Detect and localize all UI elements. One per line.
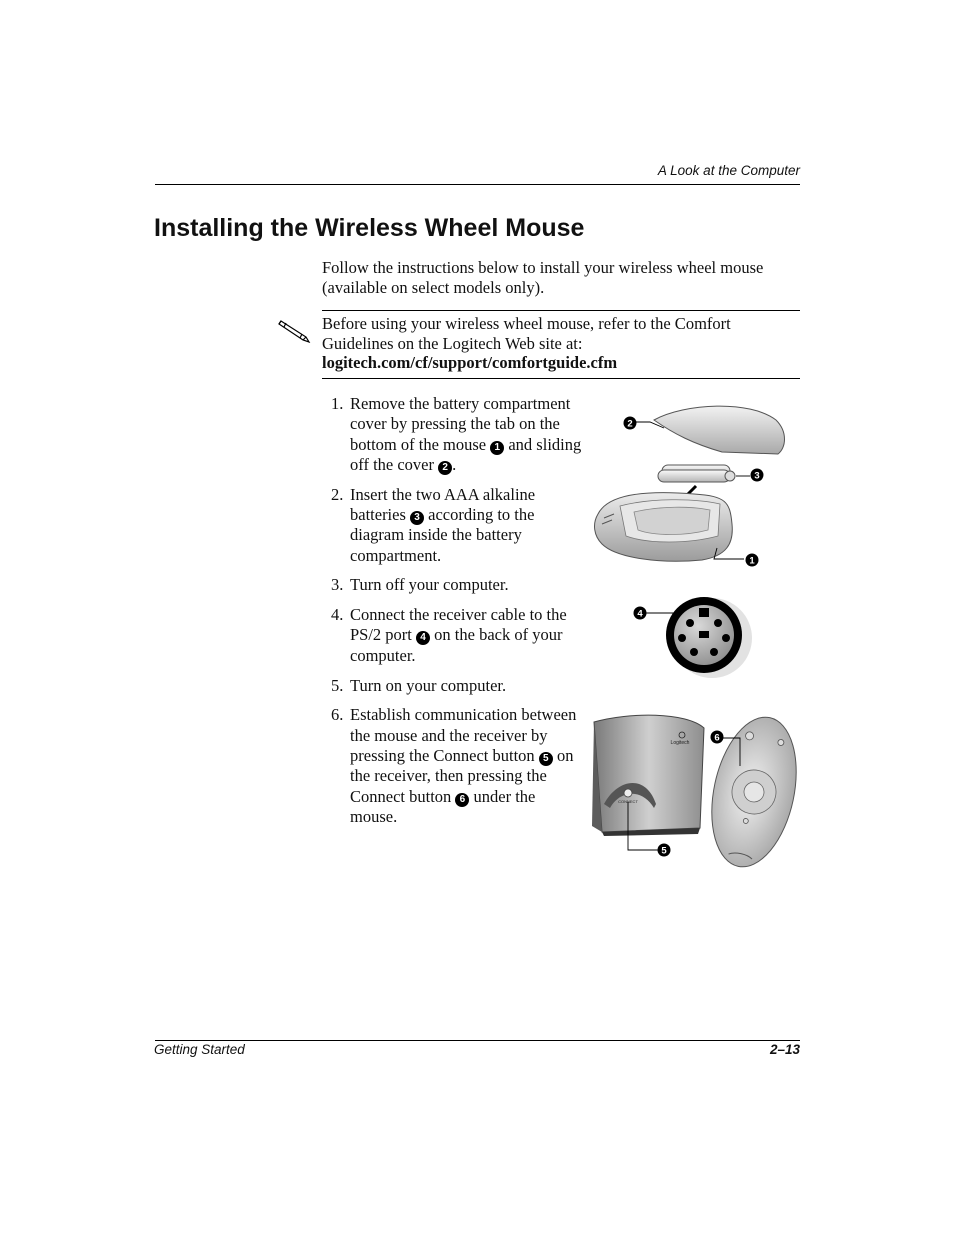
intro-paragraph: Follow the instructions below to install your wireless wheel mouse (available on select models only). (322, 258, 764, 297)
receiver-brand-text: Logitech (670, 740, 690, 746)
page-number: 2–13 (769, 1042, 800, 1057)
comfort-guide-link[interactable]: logitech.com/cf/support/comfortguide.cfm (322, 353, 618, 372)
illus-callout-3: 3 (754, 470, 760, 482)
note-text: Before using your wireless wheel mouse, refer to the Comfort Guidelines on the Logitech Web site at: (322, 314, 731, 353)
battery-b (658, 470, 730, 482)
step-3: Turn off your computer. (350, 575, 509, 595)
installation-steps (350, 394, 586, 837)
step-2: Insert the two AAA alkaline batteries 3 according to the diagram inside the battery compartment. (350, 484, 536, 565)
ps2-port-illustration (626, 588, 766, 682)
callout-3-icon: 3 (410, 511, 424, 525)
footer-doc-title: Getting Started (154, 1042, 245, 1057)
step-1: Remove the battery compartment cover by pressing the tab on the bottom of the mouse 1 and sliding off the cover 2 . (350, 394, 582, 474)
step-6: Establish communication between the mouse and the receiver by pressing the Connect button 5 on the receiver, then pressing the Connect button 6 under the mouse. (350, 705, 577, 826)
pencil-note-icon (278, 317, 312, 343)
illus-callout-2: 2 (627, 418, 633, 430)
illus-callout-6: 6 (714, 732, 720, 744)
illus-callout-4: 4 (637, 608, 643, 620)
battery-cover (654, 406, 785, 454)
callout-5-icon: 5 (539, 752, 553, 766)
callout-4-icon: 4 (416, 631, 430, 645)
illus-callout-5: 5 (661, 845, 667, 857)
footer-rule (155, 1040, 800, 1041)
page-title: Installing the Wireless Wheel Mouse (154, 214, 585, 242)
note-top-rule (322, 310, 800, 311)
header-rule (155, 184, 800, 185)
receiver-body (594, 715, 704, 832)
receiver-mouse-illustration (590, 708, 802, 876)
step-4: Connect the receiver cable to the PS/2 port 4 on the back of your computer. (350, 605, 567, 665)
connect-label-text: CONNECT (618, 799, 638, 804)
receiver-connect-button (624, 789, 632, 797)
illus-callout-1: 1 (749, 555, 755, 567)
callout-2-icon: 2 (438, 461, 452, 475)
note-bottom-rule (322, 378, 800, 379)
running-header: A Look at the Computer (657, 163, 800, 178)
note-block (322, 314, 800, 373)
step-5: Turn on your computer. (350, 675, 507, 695)
callout-6-icon: 6 (455, 793, 469, 807)
callout-1-icon: 1 (490, 441, 504, 455)
mouse-battery-illustration (590, 398, 802, 576)
